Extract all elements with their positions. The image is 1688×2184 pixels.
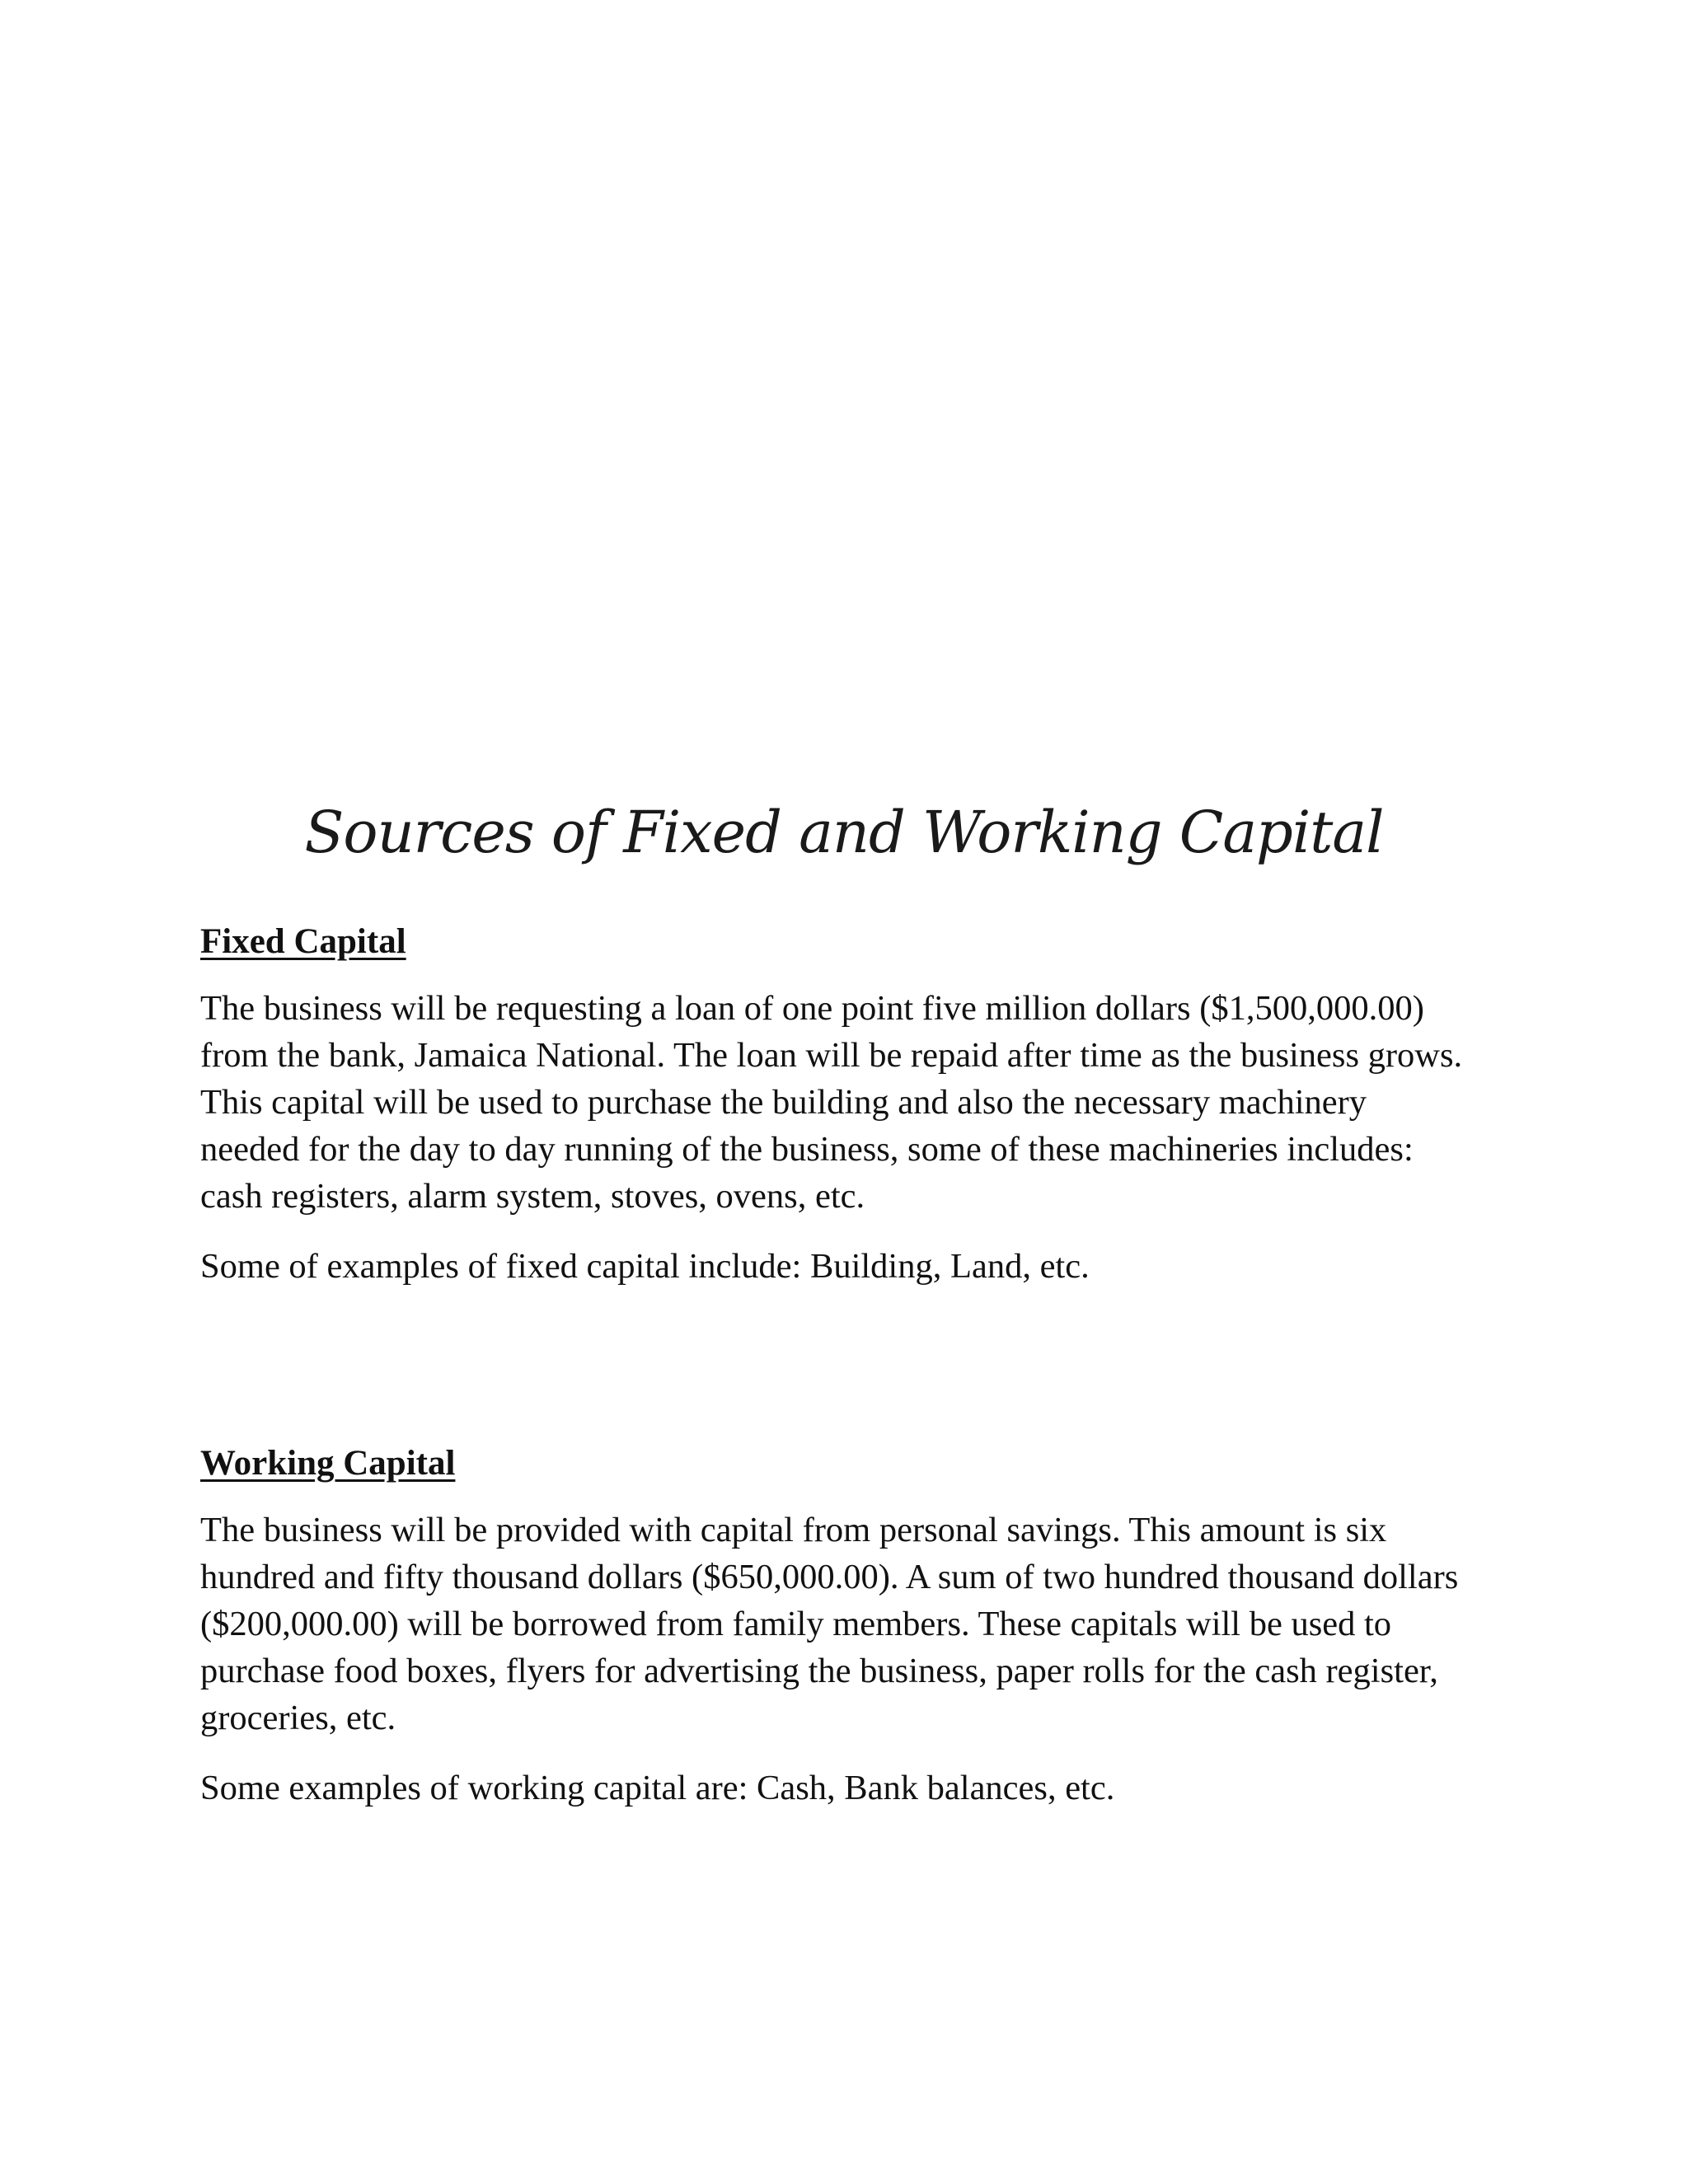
fixed-capital-paragraph-2: Some of examples of fixed capital include: Building, Land, etc. bbox=[200, 1247, 1090, 1286]
working-capital-paragraph-2: Some examples of working capital are: Cash, Bank balances, etc. bbox=[200, 1769, 1115, 1807]
page-title: Sources of Fixed and Working Capital bbox=[304, 799, 1384, 866]
working-capital-paragraph-1: The business will be provided with capital from personal savings. This amount is six hundred and fifty thousand dollars ($650,000.00). A sum of two hundred thousand dollars ($200,000.00) will be borrowed from family members. These capitals will be used to purchase food boxes, flyers for advertising the business, paper rolls for the cash register, groceries, etc. bbox=[200, 1511, 1459, 1737]
section-heading-fixed-capital: Fixed Capital bbox=[200, 922, 406, 961]
section-fixed-capital bbox=[200, 919, 1470, 1313]
section-heading-working-capital: Working Capital bbox=[200, 1444, 456, 1483]
fixed-capital-paragraph-1: The business will be requesting a loan of one point five million dollars ($1,500,000.00) from the bank, Jamaica National. The loan will be repaid after time as the business grows. This capital will be used to purchase the building and also the necessary machinery needed for the day to day running of the business, some of these machineries includes: cash registers, alarm system, stoves, ovens, etc. bbox=[200, 989, 1463, 1216]
section-working-capital bbox=[200, 1441, 1470, 1835]
